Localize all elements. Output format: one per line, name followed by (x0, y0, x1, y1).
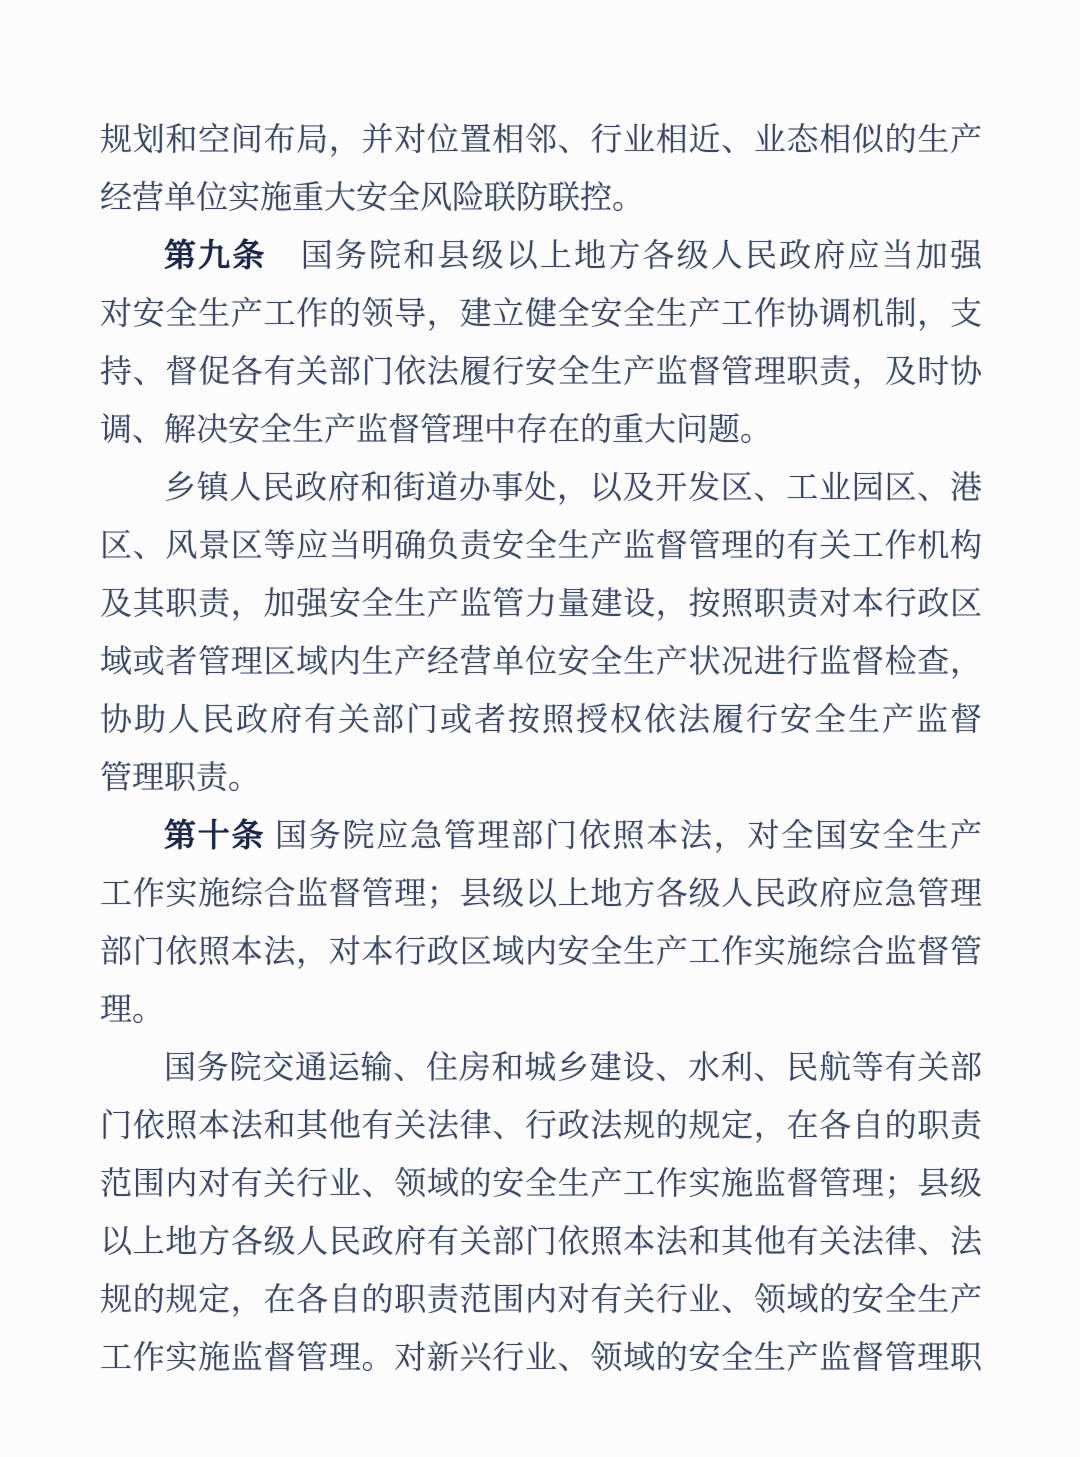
text-line (100, 1328, 982, 1386)
line-text: 协助人民政府有关部门或者按照授权依法履行安全生产监督 (100, 701, 982, 737)
text-line (100, 516, 982, 574)
text-line (100, 690, 982, 748)
text-line (100, 1212, 982, 1270)
text-line (100, 458, 982, 516)
line-text: 对安全生产工作的领导，建立健全安全生产工作协调机制，支 (100, 295, 982, 331)
line-text: 乡镇人民政府和街道办事处，以及开发区、工业园区、港 (164, 469, 982, 505)
line-text: 规划和空间布局，并对位置相邻、行业相近、业态相似的生产 (100, 121, 982, 157)
text-line (100, 168, 982, 226)
line-text: 范围内对有关行业、领域的安全生产工作实施监督管理；县级 (100, 1165, 982, 1201)
text-line (100, 284, 982, 342)
text-line (100, 748, 982, 806)
text-line (100, 1154, 982, 1212)
text-line (100, 574, 982, 632)
text-line (100, 1270, 982, 1328)
text-line (100, 342, 982, 400)
line-text: 理。 (100, 991, 165, 1027)
text-line (100, 922, 982, 980)
line-text: 国务院应急管理部门依照本法，对全国安全生产 (265, 817, 982, 853)
text-line (100, 980, 982, 1038)
line-text: 国务院交通运输、住房和城乡建设、水利、民航等有关部 (164, 1049, 982, 1085)
line-text: 以上地方各级人民政府有关部门依照本法和其他有关法律、法 (100, 1223, 982, 1259)
text-line (100, 226, 982, 284)
line-text: 国务院和县级以上地方各级人民政府应当加强 (266, 237, 982, 273)
document-text (100, 110, 982, 1386)
text-line (100, 110, 982, 168)
line-text: 持、督促各有关部门依法履行安全生产监督管理职责，及时协 (100, 353, 982, 389)
line-text: 部门依照本法，对本行政区域内安全生产工作实施综合监督管 (100, 933, 982, 969)
text-line (100, 1096, 982, 1154)
line-text: 工作实施综合监督管理；县级以上地方各级人民政府应急管理 (100, 875, 982, 911)
line-text: 工作实施监督管理。对新兴行业、领域的安全生产监督管理职 (100, 1339, 982, 1375)
line-text: 调、解决安全生产监督管理中存在的重大问题。 (100, 411, 773, 447)
article-number: 第十条 (164, 817, 266, 853)
text-line (100, 400, 982, 458)
text-line (100, 806, 982, 864)
line-text: 门依照本法和其他有关法律、行政法规的规定，在各自的职责 (100, 1107, 982, 1143)
article-number: 第九条 (164, 237, 267, 273)
line-text: 规的规定，在各自的职责范围内对有关行业、领域的安全生产 (100, 1281, 982, 1317)
line-text: 区、风景区等应当明确负责安全生产监督管理的有关工作机构 (100, 527, 982, 563)
line-text: 及其职责，加强安全生产监管力量建设，按照职责对本行政区 (100, 585, 982, 621)
line-text: 域或者管理区域内生产经营单位安全生产状况进行监督检查， (100, 643, 982, 679)
text-line (100, 864, 982, 922)
text-line (100, 1038, 982, 1096)
line-text: 管理职责。 (100, 759, 261, 795)
text-line (100, 632, 982, 690)
line-text: 经营单位实施重大安全风险联防联控。 (100, 179, 645, 215)
